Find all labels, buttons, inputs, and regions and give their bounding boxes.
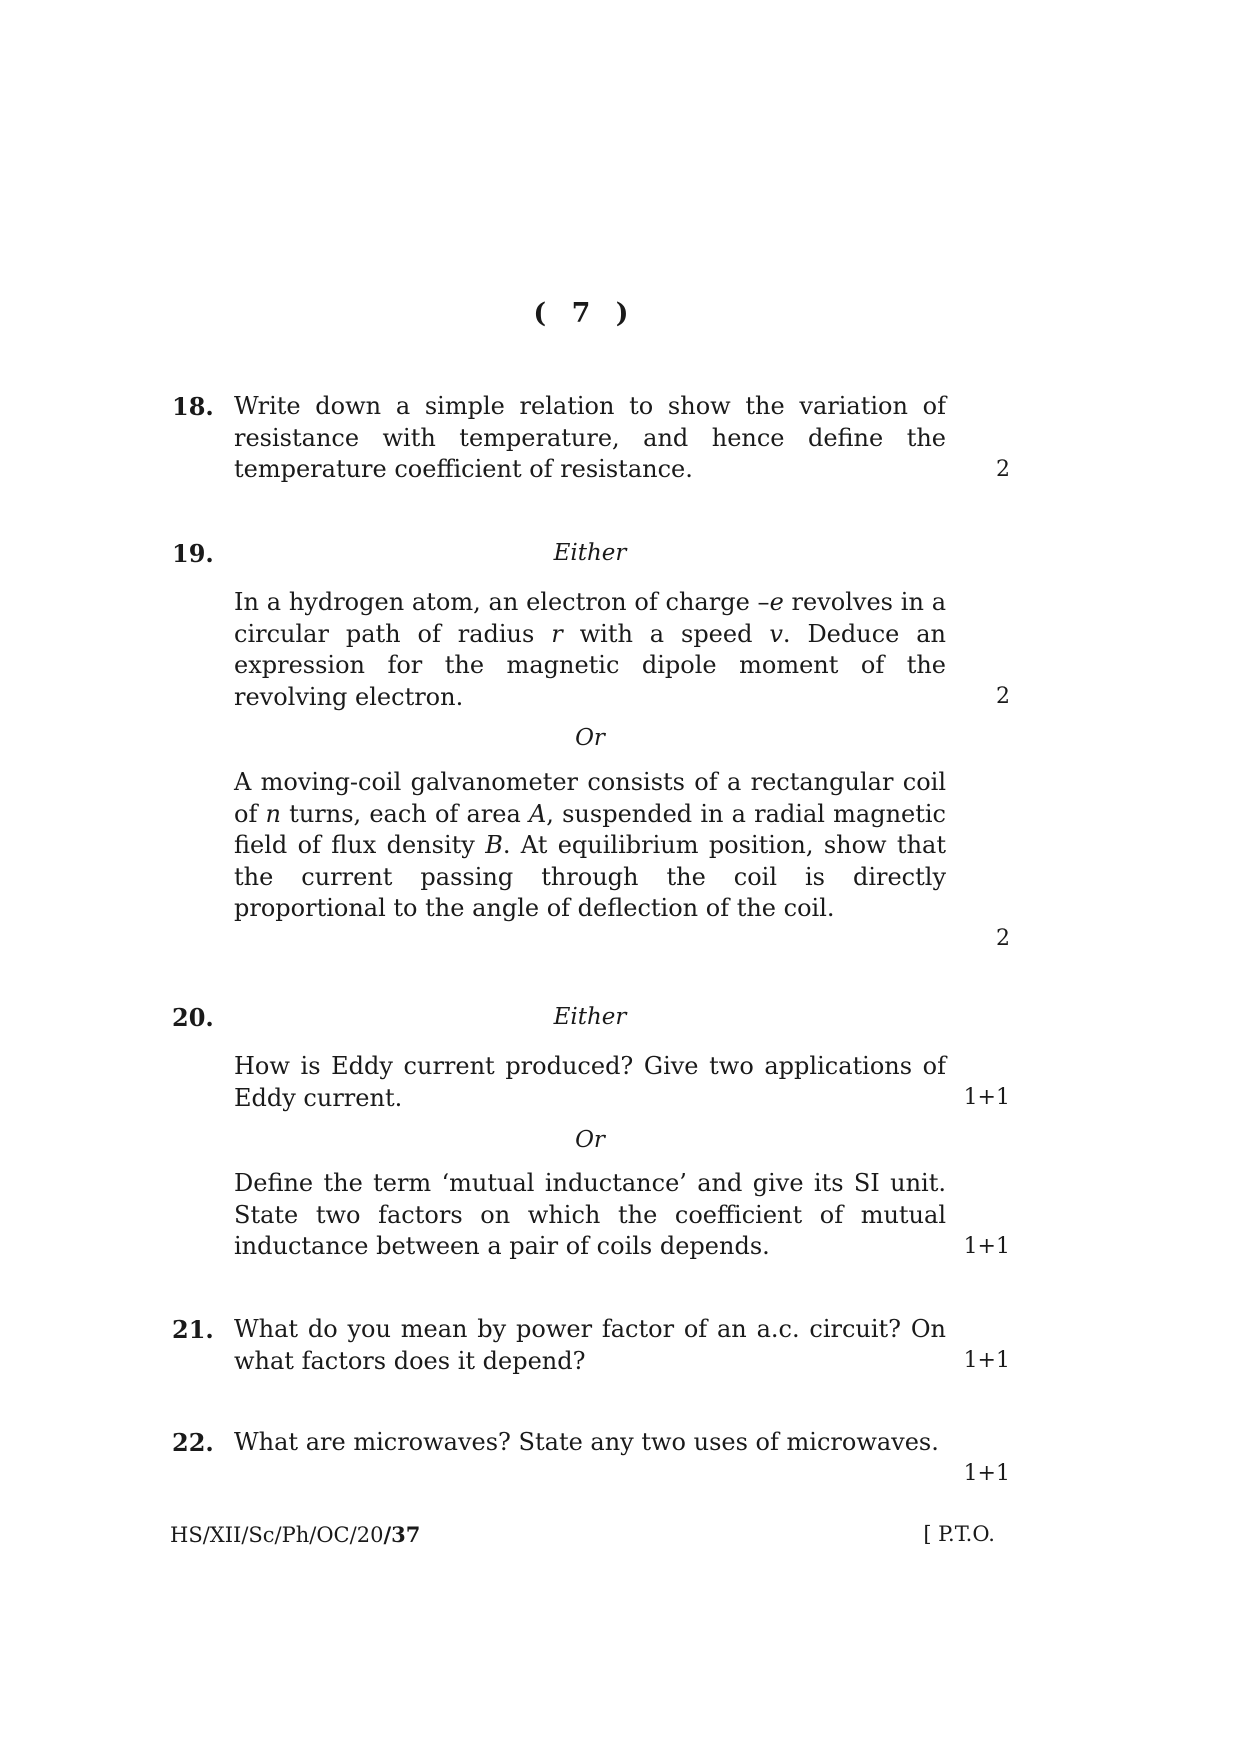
question-number: 22. (172, 1428, 214, 1457)
either-marks: 2 (996, 684, 1010, 709)
either-text: In a hydrogen atom, an electron of charge –e revolves in a circular path of radius r with a speed v. Deduce an expression for the magnetic dipole moment of the revolving electron. (234, 588, 947, 711)
question-text: What do you mean by power factor of an a.c. circuit? On what factors does it depend? (234, 1315, 946, 1375)
question-number: 21. (172, 1315, 214, 1344)
or-label: Or (575, 1127, 605, 1153)
either-marks: 1+1 (963, 1085, 1010, 1110)
either-label: Either (553, 540, 627, 566)
or-marks: 2 (996, 926, 1010, 951)
page-number: ( 7 ) (533, 298, 637, 329)
or-text: A moving-coil galvanometer consists of a rectangular coil of n turns, each of area A, suspended in a radial magnetic field of flux density B. At equilibrium position, show that the current passing through the coil is directly proportional to the angle of deflection of the coil. (234, 768, 947, 922)
question-number: 20. (172, 1003, 214, 1032)
question-number: 19. (172, 539, 214, 568)
or-marks: 1+1 (963, 1234, 1010, 1259)
either-label: Either (553, 1004, 627, 1030)
or-label: Or (575, 725, 605, 751)
marks: 1+1 (963, 1461, 1010, 1486)
question-number: 18. (172, 392, 214, 421)
either-text: How is Eddy current produced? Give two applications of Eddy current. (234, 1052, 946, 1112)
marks: 2 (996, 457, 1010, 482)
paper-code: HS/XII/Sc/Ph/OC/20/37 (170, 1522, 421, 1547)
pto-label: [ P.T.O. (923, 1522, 995, 1546)
or-text: Define the term ‘mutual inductance’ and give its SI unit. State two factors on which the coefficient of mutual inductance between a pair of coils depends. (234, 1169, 946, 1260)
question-text: What are microwaves? State any two uses of microwaves. (234, 1428, 939, 1456)
question-text: Write down a simple relation to show the variation of resistance with temperature, and hence define the temperature coefficient of resistance. (234, 392, 946, 483)
marks: 1+1 (963, 1348, 1010, 1373)
